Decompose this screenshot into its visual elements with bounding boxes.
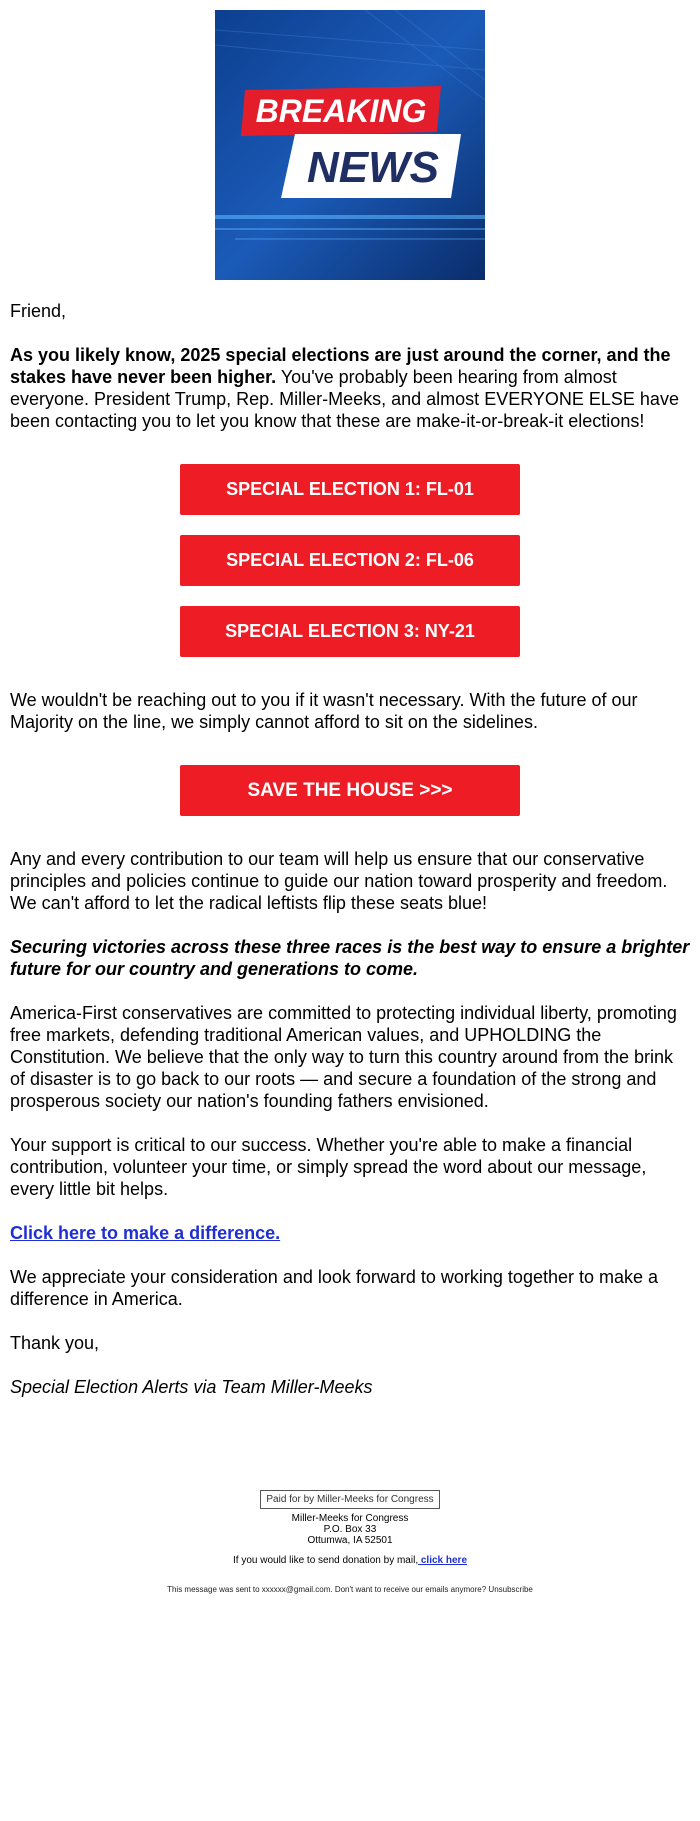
mail-donation-line: [10, 1555, 690, 1566]
sent-to-text: This message was sent to xxxxxx@gmail.com. Don't want to receive our emails anymore? Unsubscribe: [167, 1585, 533, 1594]
signature: Special Election Alerts via Team Miller-Meeks: [10, 1377, 373, 1397]
paid-for-box: Paid for by Miller-Meeks for Congress: [260, 1490, 439, 1509]
intro-bold: As you likely know, 2025 special elections are just around the corner, and the stakes have never been higher.: [10, 345, 671, 387]
support-paragraph: Your support is critical to our success. Whether you're able to make a financial contribution, volunteer your time, or simply spread the word about our message, every little bit helps.: [10, 1135, 647, 1199]
breaking-news-image: [215, 10, 485, 280]
america-first-paragraph: America-First conservatives are committed to protecting individual liberty, promoting free markets, defending traditional American values, and UPHOLDING the Constitution. We believe that the only way to turn this country around from the brink of disaster is to go back to our roots — and secure a foundation of the strong and prosperous society our nation's founding fathers envisioned.: [10, 1003, 677, 1111]
special-election-2-button[interactable]: SPECIAL ELECTION 2: FL-06: [180, 535, 520, 586]
thanks-text: Thank you,: [10, 1333, 100, 1353]
greeting: Friend,: [10, 301, 67, 321]
save-the-house-button[interactable]: SAVE THE HOUSE >>>: [180, 765, 520, 816]
necessary-paragraph: We wouldn't be reaching out to you if it wasn't necessary. With the future of our Majority on the line, we simply cannot afford to sit on the sidelines.: [10, 690, 638, 732]
make-difference-link[interactable]: Click here to make a difference.: [10, 1223, 281, 1243]
hero-line2: NEWS: [307, 143, 439, 192]
footer: [10, 1490, 690, 1595]
email-body: [0, 10, 700, 1595]
appreciate-paragraph: We appreciate your consideration and look forward to working together to make a difference in America.: [10, 1267, 659, 1309]
intro-rest: You've probably been hearing from almost everyone. President Trump, Rep. Miller-Meeks, and almost EVERYONE ELSE have been contacting you to let you know that these are make-it-or-break-it elections!: [10, 367, 679, 431]
securing-paragraph: Securing victories across these three races is the best way to ensure a brighter future for our country and generations to come.: [10, 937, 690, 979]
special-election-1-button[interactable]: SPECIAL ELECTION 1: FL-01: [180, 464, 520, 515]
footer-city: Ottumwa, IA 52501: [307, 1535, 393, 1546]
cta-paragraph: [10, 1222, 690, 1244]
mail-donation-text: If you would like to send donation by mail,: [232, 1555, 419, 1566]
hero-line1: BREAKING: [255, 93, 427, 129]
mail-donation-link[interactable]: click here: [418, 1555, 468, 1566]
footer-po-box: P.O. Box 33: [323, 1524, 377, 1535]
intro-paragraph: [10, 344, 690, 432]
contribution-paragraph: Any and every contribution to our team will help us ensure that our conservative principles and policies continue to guide our nation toward prosperity and freedom. We can't afford to let the radical leftists flip these seats blue!: [10, 849, 668, 913]
special-election-3-button[interactable]: SPECIAL ELECTION 3: NY-21: [180, 606, 520, 657]
footer-org: Miller-Meeks for Congress: [291, 1513, 409, 1524]
